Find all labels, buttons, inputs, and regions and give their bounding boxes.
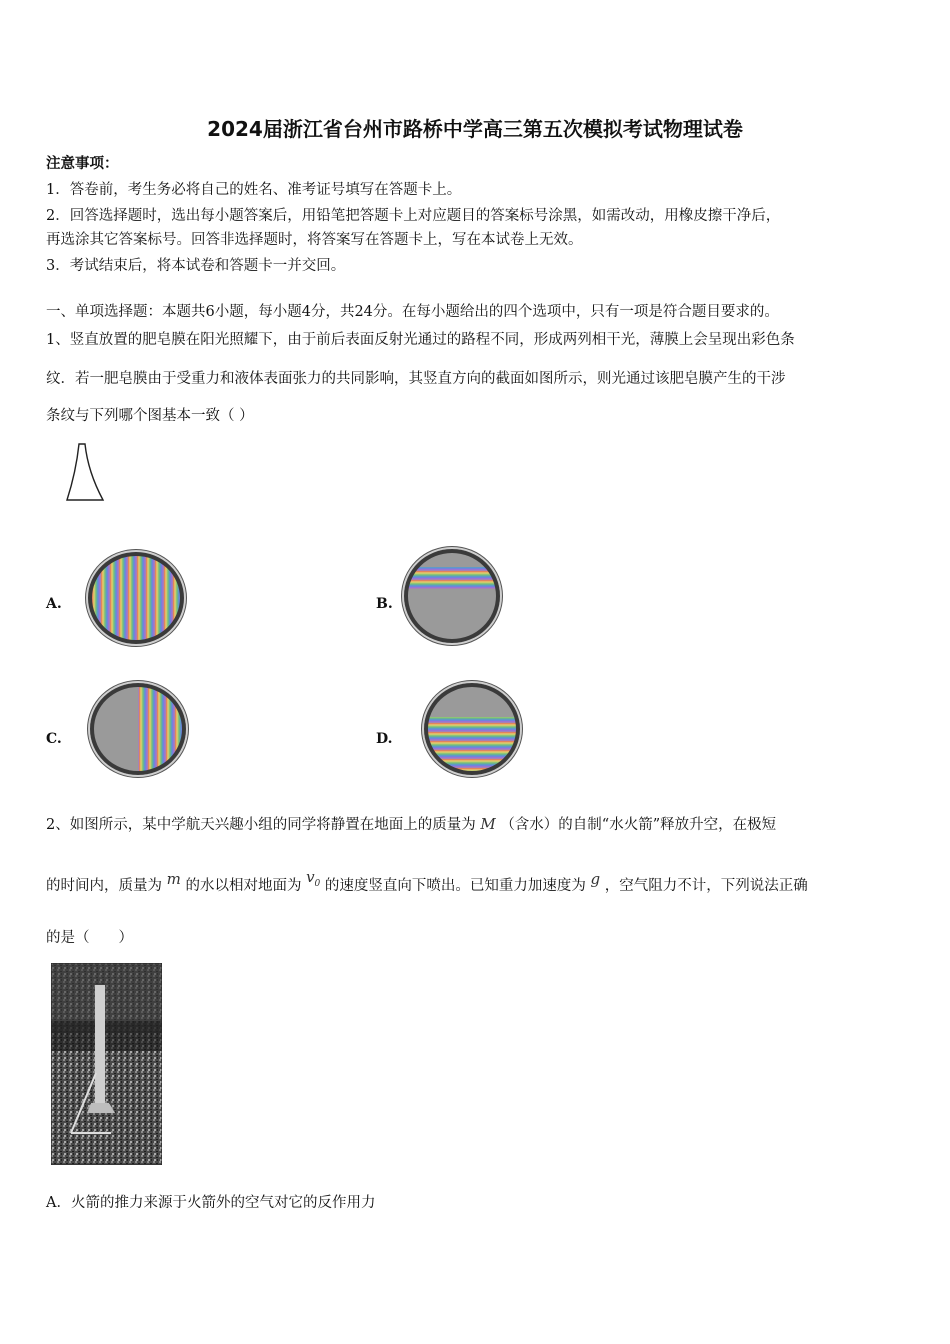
- symbol-v-subscript: 0: [314, 879, 321, 889]
- notice-item: 再选涂其它答案标号。回答非选择题时，将答案写在答题卡上，写在本试卷上无效。: [46, 232, 583, 248]
- option-b-label[interactable]: B.: [376, 596, 393, 612]
- q2-text: ，空气阻力不计，下列说法正确: [604, 878, 808, 894]
- option-b-image[interactable]: [404, 549, 500, 643]
- page-title: 2024届浙江省台州市路桥中学高三第五次模拟考试物理试卷: [207, 117, 743, 141]
- option-c-image[interactable]: [90, 683, 186, 775]
- notice-heading: 注意事项：: [46, 156, 119, 172]
- question-1-line: 1、竖直放置的肥皂膜在阳光照耀下，由于前后表面反射光通过的路程不同，形成两列相干光，薄膜上会呈现出彩色条: [46, 332, 795, 348]
- symbol-v: v: [306, 868, 315, 886]
- option-a-label[interactable]: A.: [46, 596, 62, 612]
- q2-text: 的速度竖直向下喷出。已知重力加速度为: [324, 878, 586, 894]
- q2-text: （含水）的自制“水火箭”释放升空，在极短: [500, 817, 777, 833]
- symbol-g: g: [590, 870, 601, 888]
- notice-item: 1．答卷前，考生务必将自己的姓名、准考证号填写在答题卡上。: [46, 182, 462, 198]
- option-c-label[interactable]: C.: [46, 731, 62, 747]
- q2-text: 的时间内，质量为: [46, 878, 162, 894]
- option-d-image[interactable]: [424, 683, 520, 775]
- symbol-v0: [306, 868, 321, 889]
- question-1-line: 纹．若一肥皂膜由于受重力和液体表面张力的共同影响，其竖直方向的截面如图所示，则光通过该肥皂膜产生的干涉: [46, 371, 786, 387]
- question-2-option-a[interactable]: A．火箭的推力来源于火箭外的空气对它的反作用力: [46, 1195, 376, 1211]
- symbol-M: M: [480, 815, 496, 833]
- notice-item: 3．考试结束后，将本试卷和答题卡一并交回。: [46, 258, 346, 274]
- question-2-line-3: 的是（ ）: [46, 930, 133, 946]
- question-2-line-2: [46, 868, 808, 897]
- question-2-line-1: [46, 813, 776, 834]
- option-a-image[interactable]: [88, 552, 184, 644]
- film-cross-section-figure: [64, 442, 106, 504]
- option-d-label[interactable]: D.: [376, 731, 393, 747]
- q2-text: 的水以相对地面为: [185, 878, 302, 894]
- question-1-line: 条纹与下列哪个图基本一致（ ）: [46, 408, 254, 424]
- q2-text: 2、如图所示，某中学航天兴趣小组的同学将静置在地面上的质量为: [46, 817, 476, 833]
- symbol-m: m: [166, 870, 181, 888]
- water-rocket-photo: [51, 963, 162, 1165]
- section-heading: 一、单项选择题：本题共6小题，每小题4分，共24分。在每小题给出的四个选项中，只有一项是符合题目要求的。: [46, 304, 779, 320]
- notice-item: 2．回答选择题时，选出每小题答案后，用铅笔把答题卡上对应题目的答案标号涂黑，如需改动，用橡皮擦干净后，: [46, 208, 781, 224]
